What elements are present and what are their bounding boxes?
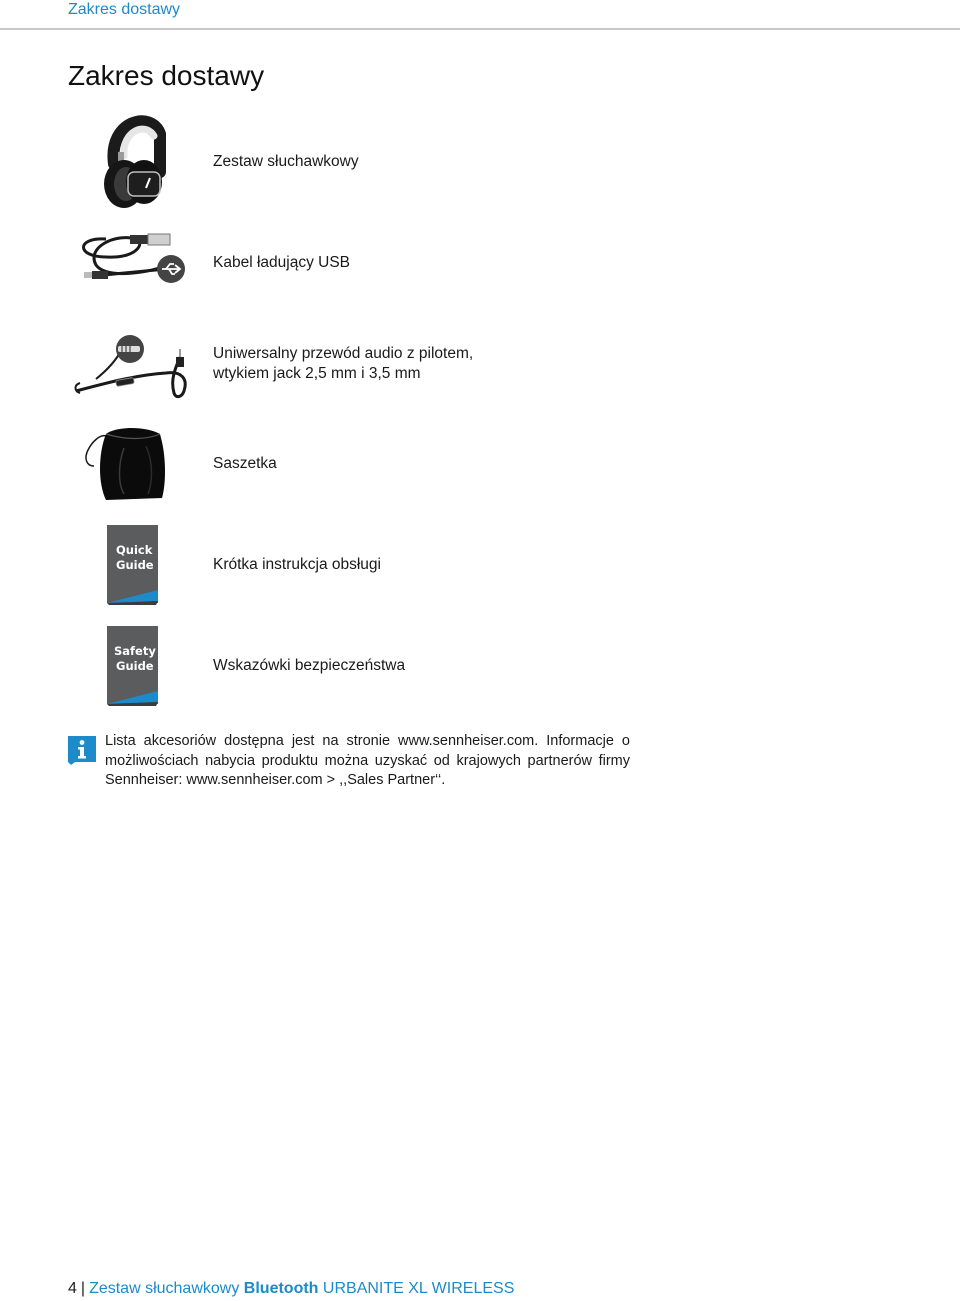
delivery-item-quick-guide — [66, 514, 766, 614]
delivery-item-audio-cable — [66, 313, 766, 413]
footer-product-suffix: URBANITE XL WIRELESS — [322, 1280, 515, 1297]
safety-guide-cover-line2: Guide — [116, 659, 154, 673]
item-label-headphones: Zestaw słuchawkowy — [213, 153, 359, 170]
page-number: 4 — [68, 1280, 77, 1297]
item-label-safety-guide: Wskazówki bezpieczeństwa — [213, 657, 406, 674]
audio-cable-icon — [66, 313, 206, 413]
page-footer — [68, 1280, 514, 1298]
usb-cable-icon — [66, 213, 206, 313]
safety-guide-booklet-icon — [66, 615, 206, 715]
footer-separator: | — [80, 1280, 86, 1297]
quick-guide-cover-line1: Quick — [116, 543, 153, 557]
item-label-quick-guide: Krótka instrukcja obsługi — [213, 556, 381, 573]
delivery-item-pouch — [66, 414, 766, 514]
running-header: Zakres dostawy — [68, 1, 181, 18]
header-divider — [0, 28, 960, 30]
page-title: Zakres dostawy — [68, 60, 265, 91]
item-label-usb-cable: Kabel ładujący USB — [213, 254, 350, 271]
pouch-icon — [66, 414, 206, 514]
footer-product-bluetooth: Bluetooth — [243, 1280, 319, 1297]
delivery-item-usb-cable — [66, 213, 766, 313]
delivery-item-headphones — [66, 112, 766, 212]
item-label-pouch: Saszetka — [213, 455, 277, 472]
safety-guide-cover-line1: Safety — [114, 644, 156, 658]
quick-guide-cover-line2: Guide — [116, 558, 154, 572]
item-label-audio-cable — [213, 344, 473, 384]
item-label-audio-cable-line2: wtykiem jack 2,5 mm i 3,5 mm — [213, 365, 421, 382]
info-note-text: Lista akcesoriów dostępna jest na stronie www.sennheiser.com. Informacje o możliwościach nabycia produktu można uzyskać od krajowych partnerów firmy Sennheiser: www.sennheiser.com > ,,Sales Partner‘‘. — [105, 733, 630, 788]
delivery-item-safety-guide — [66, 615, 766, 715]
headphones-icon — [66, 112, 206, 212]
item-label-audio-cable-line1: Uniwersalny przewód audio z pilotem, — [213, 345, 474, 362]
info-icon — [68, 735, 98, 765]
quick-guide-booklet-icon — [66, 514, 206, 614]
footer-product-prefix: Zestaw słuchawkowy — [89, 1280, 240, 1297]
